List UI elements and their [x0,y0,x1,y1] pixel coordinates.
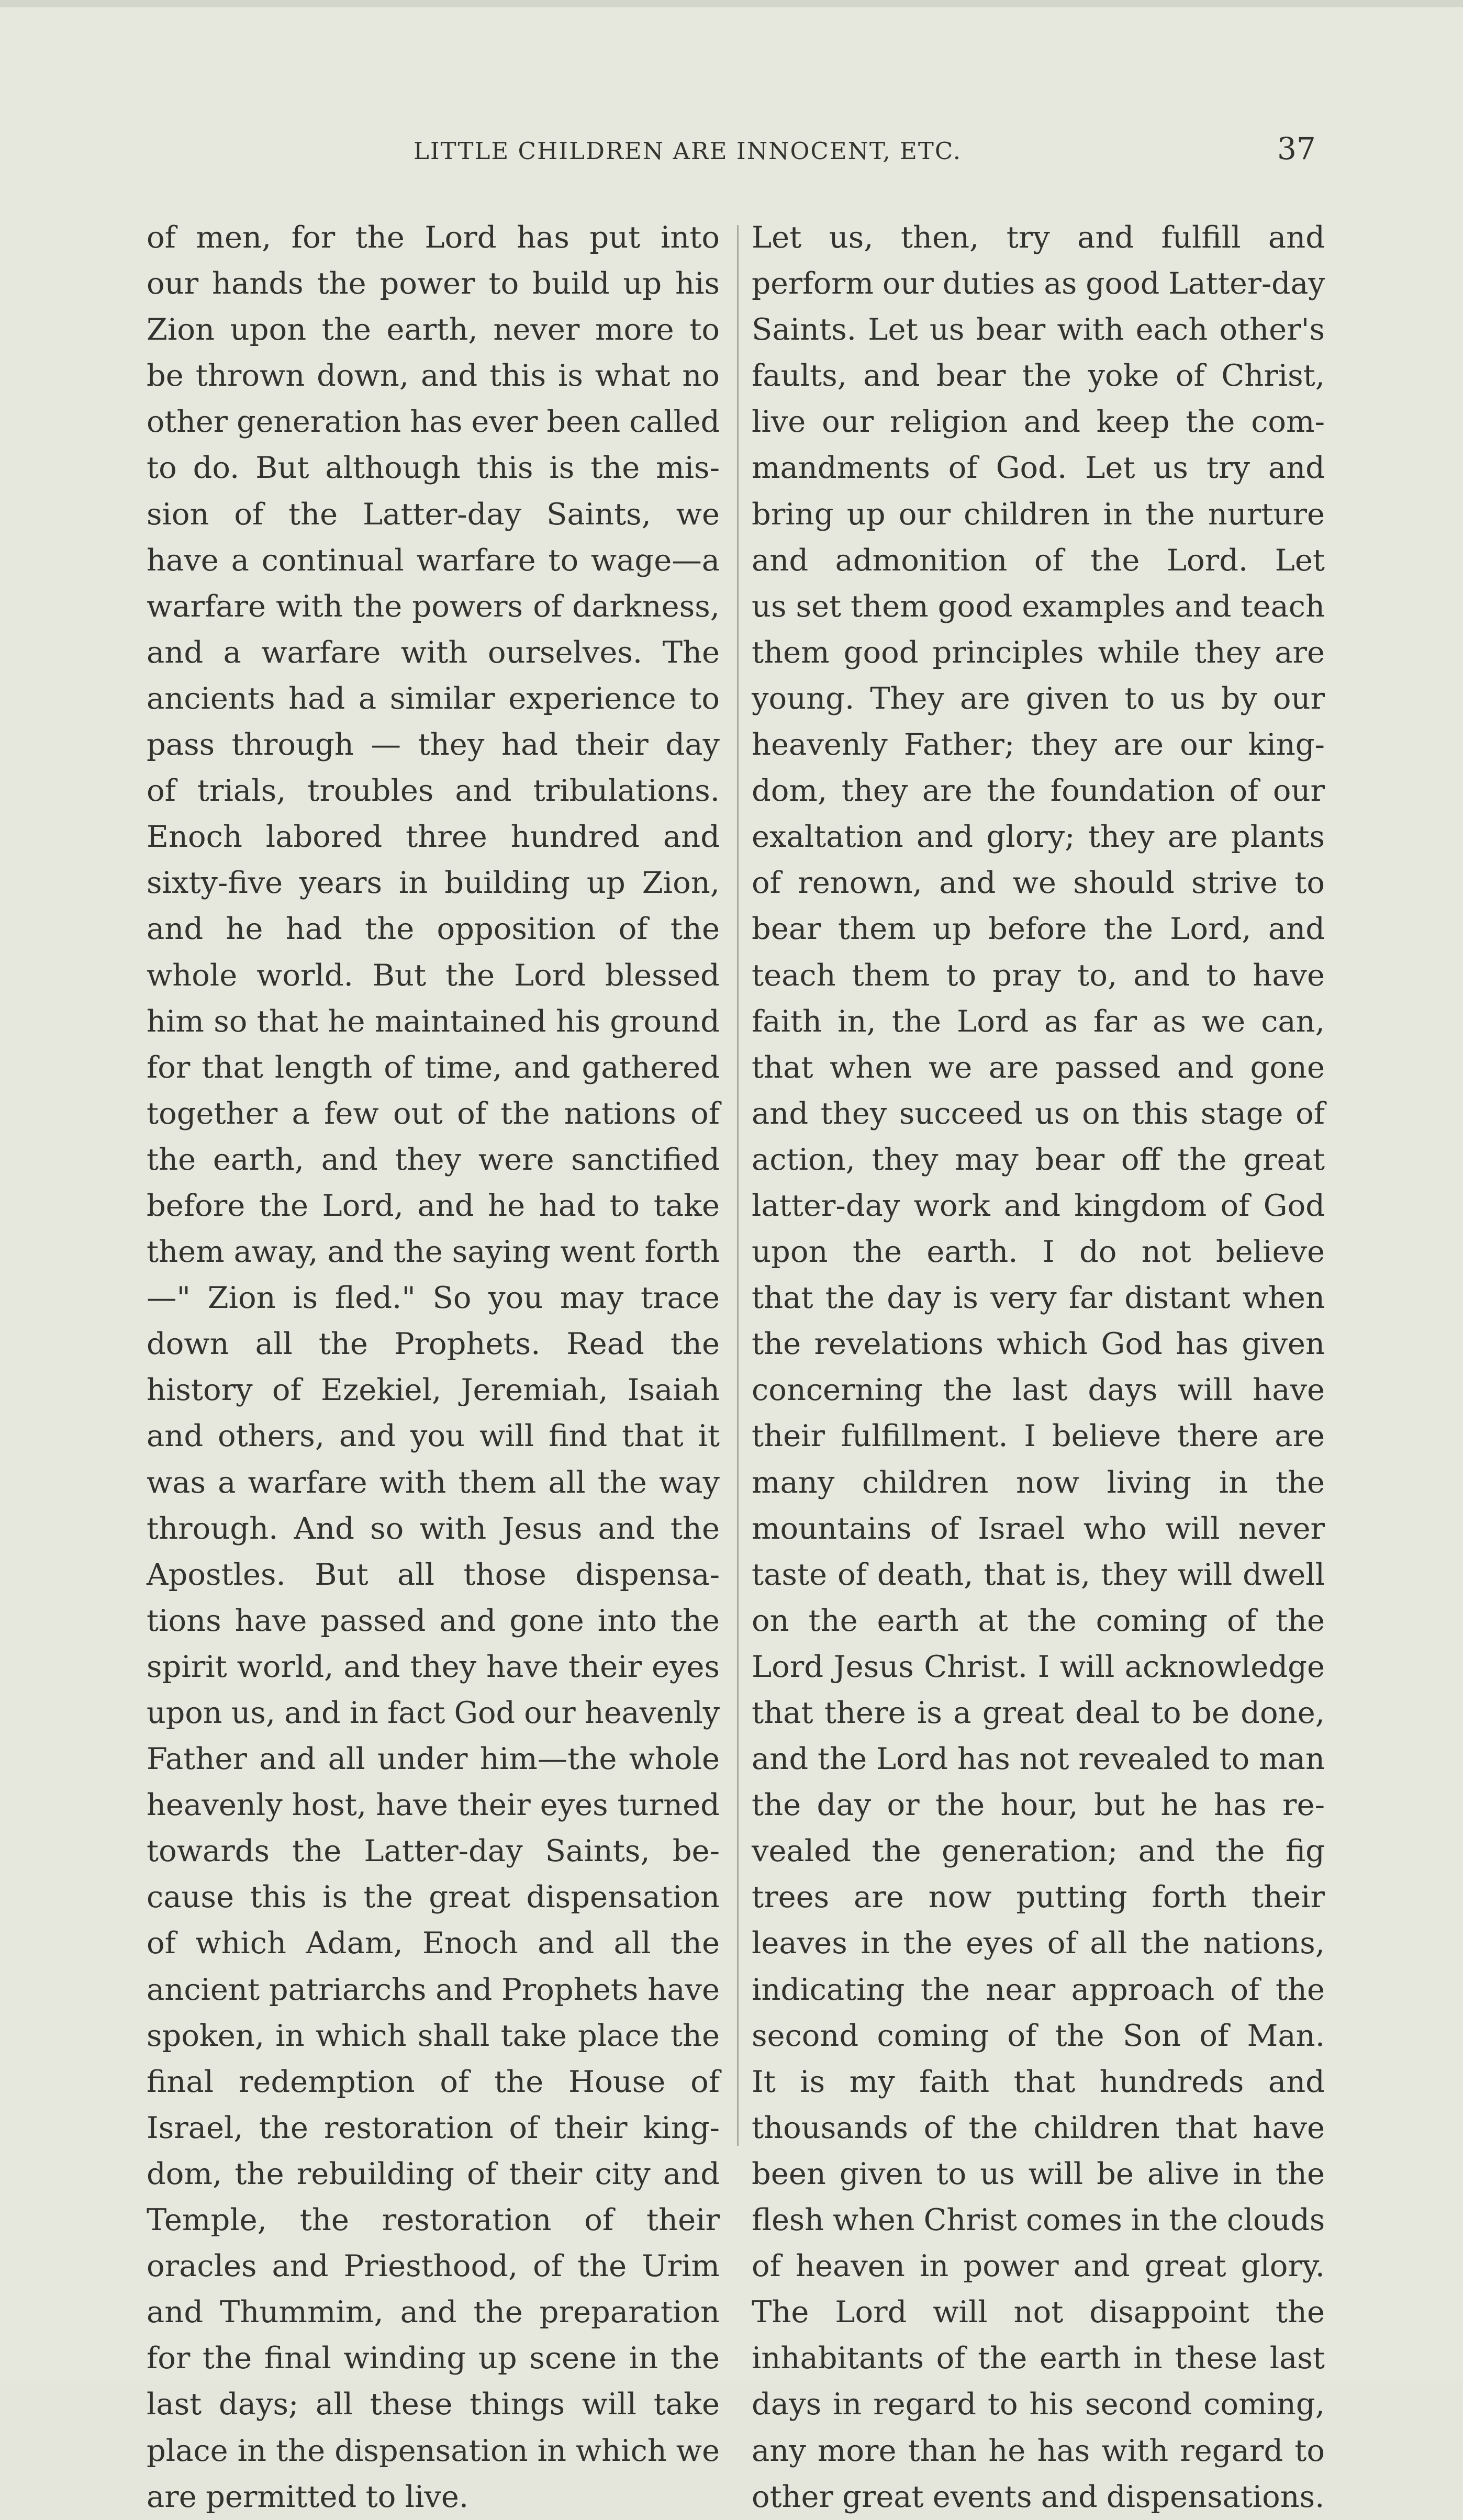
text-line: upon the earth. I do not believe [752,1234,1325,1270]
column-divider [737,225,739,2146]
text-line: Zion upon the earth, never more to [147,312,720,348]
text-line: the day or the hour, but he has re- [752,1787,1325,1823]
text-line: flesh when Christ comes in the clouds [752,2203,1325,2238]
text-line: of men, for the Lord has put into [147,220,720,255]
text-line: inhabitants of the earth in these last [752,2340,1325,2376]
text-line: It is my faith that hundreds and [752,2064,1325,2099]
text-line: faults, and bear the yoke of Christ, [752,358,1325,394]
text-line: that when we are passed and gone [752,1049,1325,1085]
text-line: mandments of God. Let us try and [752,450,1325,486]
text-line: sion of the Latter-day Saints, we [147,496,720,532]
text-line: that the day is very far distant when [752,1280,1325,1316]
text-line: towards the Latter-day Saints, be- [147,1833,720,1869]
page-top-edge [0,0,1463,7]
text-line: place in the dispensation in which we [147,2433,720,2468]
text-line: whole world. But the Lord blessed [147,957,720,993]
text-line: of which Adam, Enoch and all the [147,1925,720,1961]
text-line: cause this is the great dispensation [147,1879,720,1915]
text-line: last days; all these things will take [147,2387,720,2422]
text-line: and others, and you will find that it [147,1418,720,1454]
right-text-column [752,215,1325,2520]
text-line: together a few out of the nations of [147,1095,720,1131]
text-line: heavenly host, have their eyes turned [147,1787,720,1823]
text-line: of heaven in power and great glory. [752,2248,1325,2284]
text-line: pass through — they had their day [147,727,720,763]
text-line: our hands the power to build up his [147,266,720,301]
text-line: are permitted to live. [147,2479,469,2514]
text-line: was a warfare with them all the way [147,1464,720,1500]
text-line: ancient patriarchs and Prophets have [147,1972,720,2007]
text-line: perform our duties as good Latter-day [752,266,1325,301]
text-line: of renown, and we should strive to [752,865,1325,901]
text-line: many children now living in the [752,1464,1325,1500]
text-line: heavenly Father; they are our king- [752,727,1325,763]
text-line: the revelations which God has given [752,1326,1325,1362]
text-line: and he had the opposition of the [147,911,720,947]
text-line: vealed the generation; and the fig [752,1833,1325,1869]
text-line: warfare with the powers of darkness, [147,588,720,624]
text-line: oracles and Priesthood, of the Urim [147,2248,720,2284]
text-line: second coming of the Son of Man. [752,2018,1325,2053]
text-line: the earth, and they were sanctified [147,1141,720,1177]
text-line: before the Lord, and he had to take [147,1188,720,1223]
text-line: and Thummim, and the preparation [147,2294,720,2330]
text-line: Lord Jesus Christ. I will acknowledge [752,1649,1325,1684]
text-line: leaves in the eyes of all the nations, [752,1925,1325,1961]
text-line: tions have passed and gone into the [147,1603,720,1638]
text-line: for the final winding up scene in the [147,2340,720,2376]
text-line: Father and all under him—the whole [147,1741,720,1777]
text-line: him so that he maintained his ground [147,1003,720,1039]
text-line: spirit world, and they have their eyes [147,1649,720,1684]
text-line: other generation has ever been called [147,405,720,440]
text-line: Israel, the restoration of their king- [147,2110,720,2145]
text-line: Saints. Let us bear with each other's [752,312,1325,348]
text-line: and they succeed us on this stage of [752,1095,1325,1131]
text-line: that there is a great deal to be done, [752,1695,1325,1730]
text-line: thousands of the children that have [752,2110,1325,2145]
text-line: be thrown down, and this is what no [147,358,720,394]
text-line: dom, they are the foundation of our [752,773,1325,809]
text-line: Let us, then, try and fulfill and [752,220,1325,255]
text-line: them away, and the saying went forth [147,1234,720,1270]
page-number: 37 [1277,131,1316,166]
text-line: and a warfare with ourselves. The [147,634,720,670]
text-line: bear them up before the Lord, and [752,911,1325,947]
text-line: latter-day work and kingdom of God [752,1188,1325,1223]
text-line: of trials, troubles and tribulations. [147,773,720,809]
text-line: —" Zion is fled." So you may trace [147,1280,720,1316]
text-line: any more than he has with regard to [752,2433,1325,2468]
text-line: The Lord will not disappoint the [752,2294,1325,2330]
text-line: and admonition of the Lord. Let [752,542,1325,578]
text-line: and the Lord has not revealed to man [752,1741,1325,1777]
text-line: their fulfillment. I believe there are [752,1418,1325,1454]
text-line: teach them to pray to, and to have [752,957,1325,993]
text-line: days in regard to his second coming, [752,2387,1325,2422]
text-line: other great events and dispensations. [752,2479,1325,2514]
text-line: exaltation and glory; they are plants [752,819,1325,855]
running-title: LITTLE CHILDREN ARE INNOCENT, ETC. [414,137,962,165]
text-line: on the earth at the coming of the [752,1603,1325,1638]
text-line: action, they may bear off the great [752,1141,1325,1177]
text-line: indicating the near approach of the [752,1972,1325,2007]
text-line: taste of death, that is, they will dwell [752,1556,1325,1592]
text-line: sixty-five years in building up Zion, [147,865,720,901]
text-line: us set them good examples and teach [752,588,1325,624]
text-line: mountains of Israel who will never [752,1510,1325,1546]
text-line: ancients had a similar experience to [147,680,720,716]
text-line: Enoch labored three hundred and [147,819,720,855]
left-text-column [147,215,720,2520]
text-line: concerning the last days will have [752,1372,1325,1408]
text-line: have a continual warfare to wage—a [147,542,720,578]
text-line: been given to us will be alive in the [752,2156,1325,2191]
text-line: upon us, and in fact God our heavenly [147,1696,720,1730]
text-line: spoken, in which shall take place the [147,2018,720,2053]
text-line: Temple, the restoration of their [147,2202,720,2238]
text-line: history of Ezekiel, Jeremiah, Isaiah [147,1372,720,1408]
text-line: to do. But although this is the mis- [147,450,720,486]
text-line: through. And so with Jesus and the [147,1510,720,1546]
text-line: them good principles while they are [752,634,1325,670]
text-line: trees are now putting forth their [752,1879,1325,1915]
text-line: for that length of time, and gathered [147,1049,720,1085]
text-line: dom, the rebuilding of their city and [147,2156,720,2191]
text-line: final redemption of the House of [147,2064,720,2099]
text-line: down all the Prophets. Read the [147,1326,720,1362]
text-line: bring up our children in the nurture [752,496,1325,532]
text-line: live our religion and keep the com- [752,404,1325,440]
text-line: young. They are given to us by our [752,680,1325,716]
running-header [0,131,1463,173]
text-line: faith in, the Lord as far as we can, [752,1003,1325,1039]
text-line: Apostles. But all those dispensa- [147,1556,720,1592]
